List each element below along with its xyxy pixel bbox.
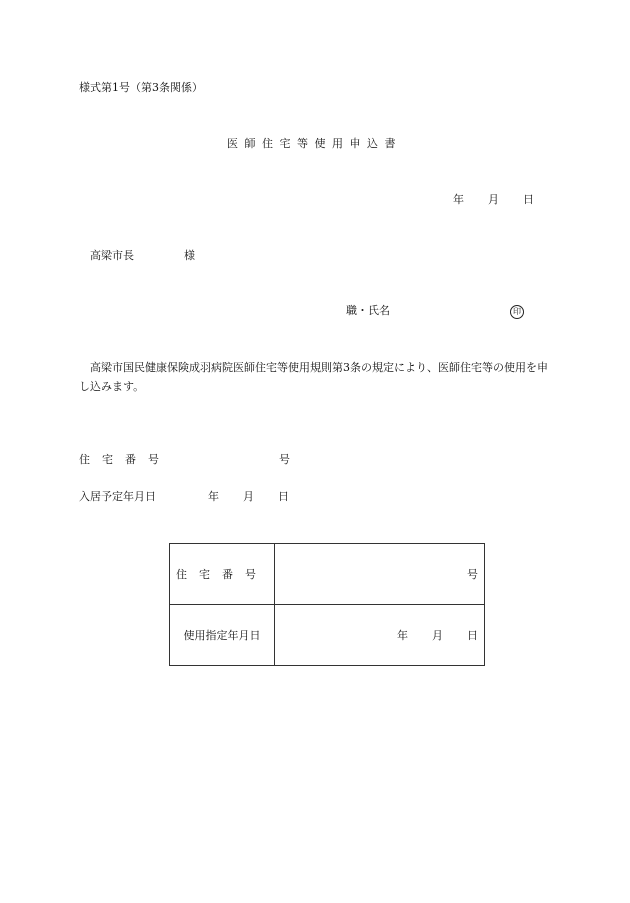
house-number-label: 住宅番号 (79, 453, 171, 466)
table-month: 月 (432, 629, 443, 642)
table-use-date-label: 使用指定年月日 (170, 605, 275, 666)
addressee-name: 高梁市長 (90, 249, 134, 262)
applicant-label: 職・氏名 (346, 304, 390, 317)
seal-icon: 印 (510, 305, 524, 319)
house-number-unit: 号 (279, 453, 290, 466)
table-day: 日 (467, 629, 478, 642)
body-text: 高梁市国民健康保険成羽病院医師住宅等使用規則第3条の規定により、医師住宅等の使用を申し込みます。 (79, 361, 548, 393)
move-in-year: 年 (208, 490, 219, 503)
date-day: 日 (523, 193, 534, 206)
date-month: 月 (488, 193, 499, 206)
date-year: 年 (453, 193, 464, 206)
document-title: 医師住宅等使用申込書 (227, 137, 402, 150)
move-in-day: 日 (278, 490, 289, 503)
move-in-date (208, 490, 289, 504)
office-use-table (169, 543, 485, 666)
table-use-date-value (275, 605, 485, 666)
move-in-month: 月 (243, 490, 254, 503)
table-row (170, 605, 485, 666)
form-number: 様式第1号（第3条関係） (79, 81, 203, 94)
table-house-number-label: 住宅番号 (170, 544, 275, 605)
table-row (170, 544, 485, 605)
addressee (90, 249, 195, 263)
date-line (453, 193, 534, 207)
addressee-honorific: 様 (184, 249, 195, 262)
seal-mark (510, 304, 524, 319)
table-house-number-value: 号 (275, 544, 485, 605)
table-year: 年 (397, 629, 408, 642)
move-in-label: 入居予定年月日 (79, 490, 156, 503)
